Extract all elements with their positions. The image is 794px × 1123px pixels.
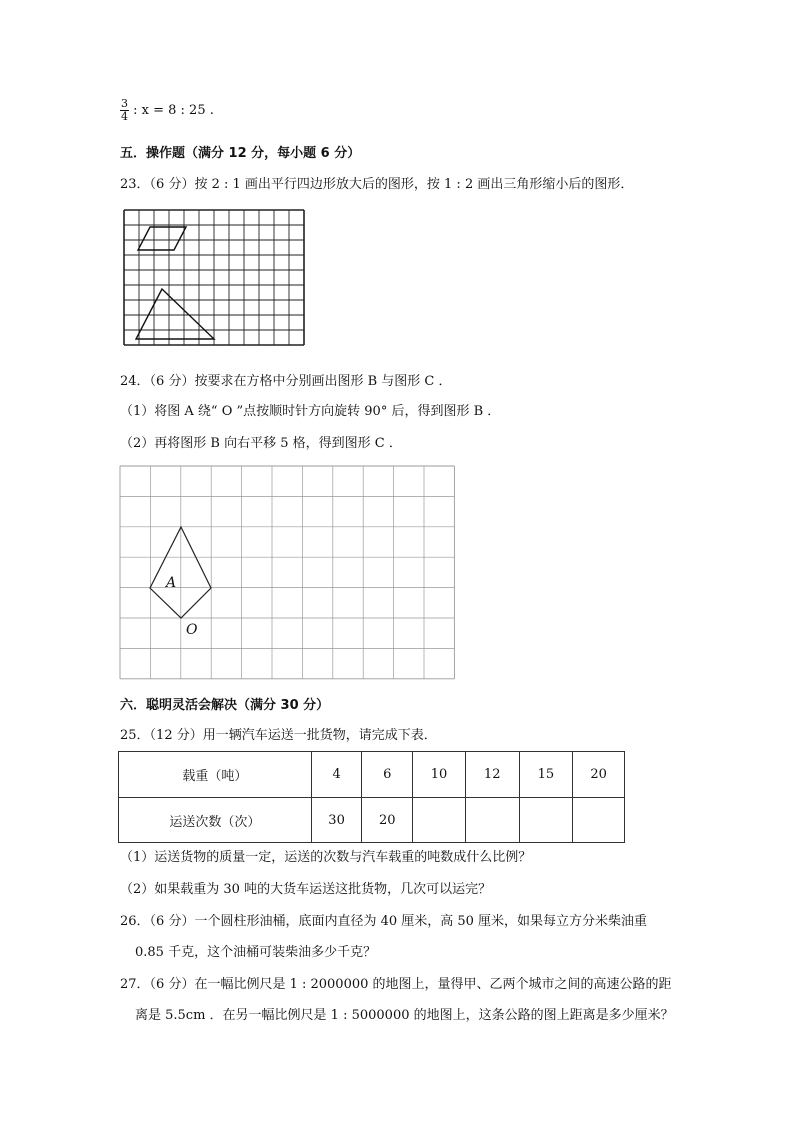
q24-grid-figure — [120, 466, 454, 680]
table-cell — [519, 798, 573, 843]
question-25-sub2: （2）如果载重为 30 吨的大货车运送这批货物，几次可以运完？ — [120, 882, 492, 897]
table-cell: 4 — [311, 752, 362, 798]
section-5-title: 五．操作题（满分 12 分，每小题 6 分） — [120, 146, 361, 161]
table-cell — [573, 798, 625, 843]
table-row-load — [119, 752, 625, 798]
table-row-trips — [119, 798, 625, 843]
fraction-numerator: 3 — [121, 97, 128, 110]
question-24-sub2: （2）再将图形 B 向右平移 5 格，得到图形 C ． — [120, 436, 402, 451]
question-23-text: 23．（6 分）按 2 : 1 画出平行四边形放大后的图形，按 1 : 2 画出三角形缩小后的图形． — [120, 177, 634, 192]
question-24-sub1: （1）将图 A 绕“ O ”点按顺时针方向旋转 90° 后，得到图形 B ． — [120, 404, 501, 419]
q25-table — [118, 751, 625, 843]
label-o: O — [186, 622, 198, 638]
q23-grid-figure — [124, 210, 304, 356]
label-a: A — [166, 575, 177, 591]
question-25-text: 25．（12 分）用一辆汽车运送一批货物，请完成下表． — [120, 728, 437, 743]
table-cell: 20 — [362, 798, 413, 843]
fraction — [120, 98, 129, 123]
question-26-line1: 26．（6 分）一个圆柱形油桶，底面内直径为 40 厘米，高 50 厘米，如果每立方分米柴油重 — [120, 914, 648, 929]
fraction-denominator: 4 — [121, 110, 128, 123]
question-24-text: 24．（6 分）按要求在方格中分别画出图形 B 与图形 C ． — [120, 374, 452, 389]
table-cell: 10 — [413, 752, 466, 798]
question-25-sub1: （1）运送货物的质量一定，运送的次数与汽车载重的吨数成什么比例？ — [120, 850, 532, 865]
table-cell: 20 — [573, 752, 625, 798]
table-cell: 15 — [519, 752, 573, 798]
table-header-load: 载重（吨） — [119, 752, 312, 798]
parallelogram-shape — [138, 227, 186, 250]
section-6-title: 六．聪明灵活会解决（满分 30 分） — [120, 698, 330, 713]
table-cell — [465, 798, 519, 843]
q23-grid — [124, 210, 304, 345]
table-cell: 6 — [362, 752, 413, 798]
question-27-line1: 27．（6 分）在一幅比例尺是 1 : 2000000 的地图上，量得甲、乙两个城市之间的高速公路的距 — [120, 977, 672, 992]
equation-rest: : x = 8 : 25 . — [133, 103, 214, 118]
q24-grid — [120, 466, 454, 679]
table-header-trips: 运送次数（次） — [119, 798, 312, 843]
triangle-shape — [136, 289, 214, 339]
prev-equation — [120, 98, 214, 123]
question-27-line2: 离是 5.5cm ．在另一幅比例尺是 1 : 5000000 的地图上，这条公路的图上距离是多少厘米？ — [135, 1008, 674, 1023]
table-cell — [413, 798, 466, 843]
question-26-line2: 0.85 千克，这个油桶可装柴油多少千克？ — [135, 945, 377, 960]
table-cell: 12 — [465, 752, 519, 798]
table-cell: 30 — [311, 798, 362, 843]
